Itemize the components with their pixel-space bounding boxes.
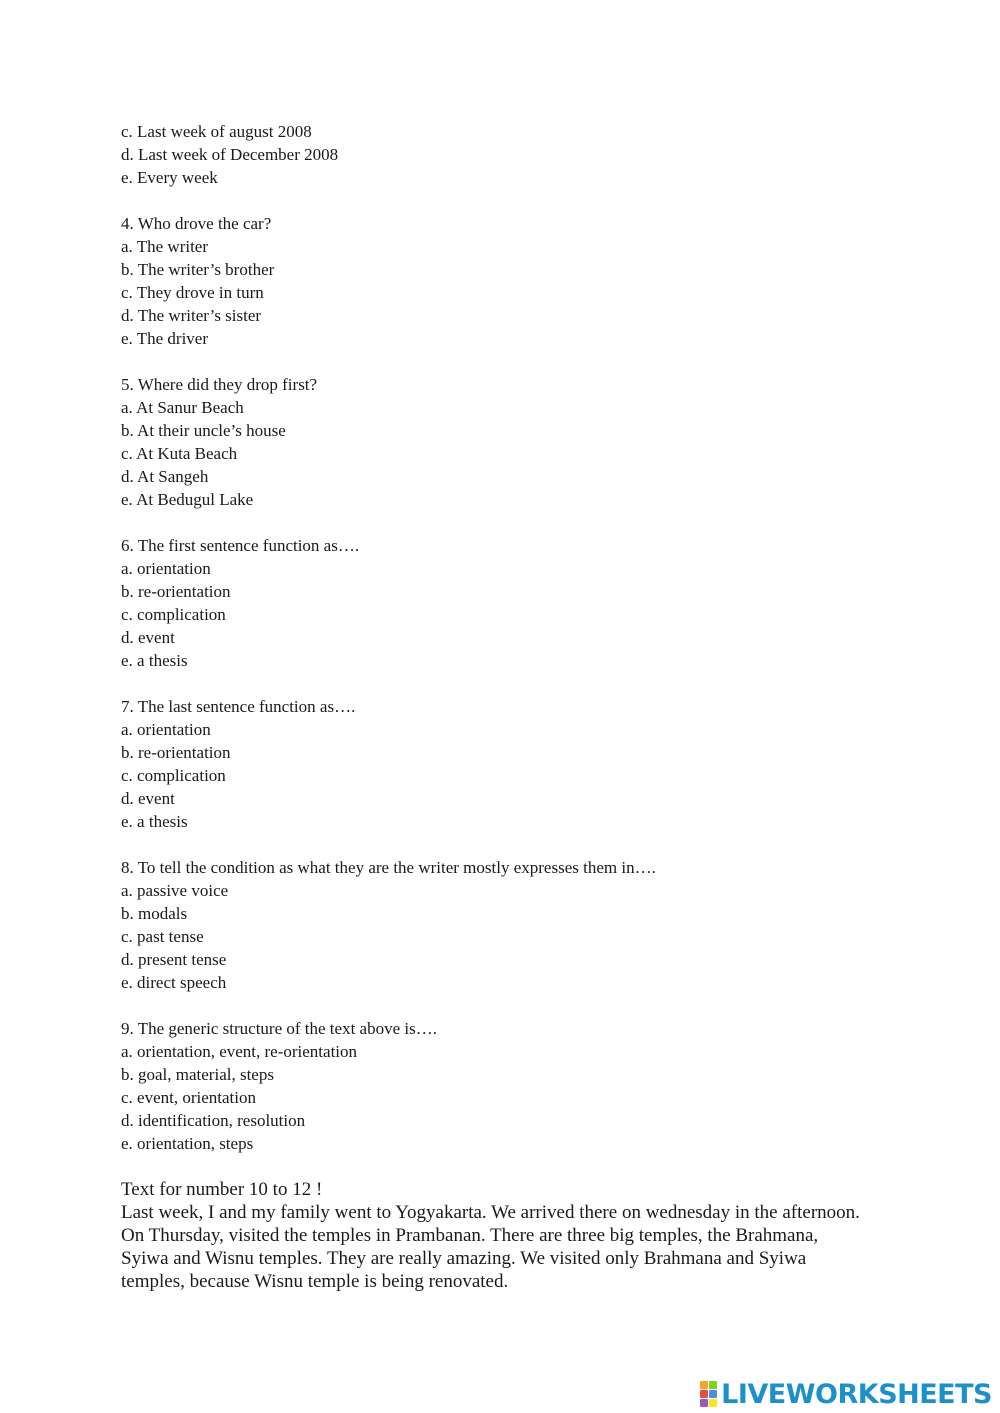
option[interactable]: e. orientation, steps: [121, 1134, 254, 1153]
question-9: [121, 1017, 881, 1155]
option[interactable]: d. At Sangeh: [121, 467, 209, 486]
reading-passage: [121, 1178, 881, 1293]
question-text: 6. The first sentence function as….: [121, 536, 360, 555]
question-5: [121, 373, 881, 511]
option[interactable]: b. goal, material, steps: [121, 1065, 274, 1084]
option[interactable]: e. At Bedugul Lake: [121, 490, 254, 509]
option[interactable]: c. Last week of august 2008: [121, 122, 312, 141]
question-8: [121, 856, 881, 994]
option[interactable]: b. modals: [121, 904, 188, 923]
option[interactable]: a. orientation, event, re-orientation: [121, 1042, 358, 1061]
logo-blocks-icon: [700, 1381, 717, 1407]
option[interactable]: b. The writer’s brother: [121, 260, 275, 279]
option[interactable]: c. At Kuta Beach: [121, 444, 238, 463]
option[interactable]: d. event: [121, 628, 175, 647]
option[interactable]: e. Every week: [121, 168, 218, 187]
question-6: [121, 534, 881, 672]
question-text: 5. Where did they drop first?: [121, 375, 318, 394]
liveworksheets-logo: [700, 1380, 992, 1408]
option[interactable]: b. At their uncle’s house: [121, 421, 286, 440]
question-text: 9. The generic structure of the text above is….: [121, 1019, 437, 1038]
question-text: 8. To tell the condition as what they are the writer mostly expresses them in….: [121, 858, 656, 877]
option[interactable]: d. present tense: [121, 950, 227, 969]
passage-title: Text for number 10 to 12 !: [121, 1179, 323, 1200]
option[interactable]: d. event: [121, 789, 175, 808]
option[interactable]: c. complication: [121, 605, 226, 624]
option[interactable]: a. orientation: [121, 559, 211, 578]
option[interactable]: e. a thesis: [121, 651, 188, 670]
question-text: 7. The last sentence function as….: [121, 697, 356, 716]
option[interactable]: c. past tense: [121, 927, 204, 946]
option[interactable]: b. re-orientation: [121, 743, 231, 762]
option[interactable]: c. event, orientation: [121, 1088, 257, 1107]
logo-text: LIVEWORKSHEETS: [721, 1378, 992, 1410]
option[interactable]: c. They drove in turn: [121, 283, 264, 302]
option[interactable]: b. re-orientation: [121, 582, 231, 601]
option[interactable]: e. a thesis: [121, 812, 188, 831]
option[interactable]: a. The writer: [121, 237, 209, 256]
worksheet-page: [121, 120, 881, 1293]
option[interactable]: a. At Sanur Beach: [121, 398, 244, 417]
option[interactable]: a. orientation: [121, 720, 211, 739]
question-3-remaining-options: [121, 120, 881, 189]
option[interactable]: e. The driver: [121, 329, 209, 348]
option[interactable]: d. The writer’s sister: [121, 306, 262, 325]
question-text: 4. Who drove the car?: [121, 214, 272, 233]
question-7: [121, 695, 881, 833]
option[interactable]: d. identification, resolution: [121, 1111, 306, 1130]
option[interactable]: a. passive voice: [121, 881, 229, 900]
option[interactable]: e. direct speech: [121, 973, 227, 992]
question-4: [121, 212, 881, 350]
passage-body: Last week, I and my family went to Yogyakarta. We arrived there on wednesday in the afternoon. On Thursday, visited the temples in Prambanan. There are three big temples, the Brahmana, Syiwa and Wisnu temples. They are really amazing. We visited only Brahmana and Syiwa temples, because Wisnu temple is being renovated.: [121, 1202, 860, 1292]
option[interactable]: c. complication: [121, 766, 226, 785]
option[interactable]: d. Last week of December 2008: [121, 145, 339, 164]
